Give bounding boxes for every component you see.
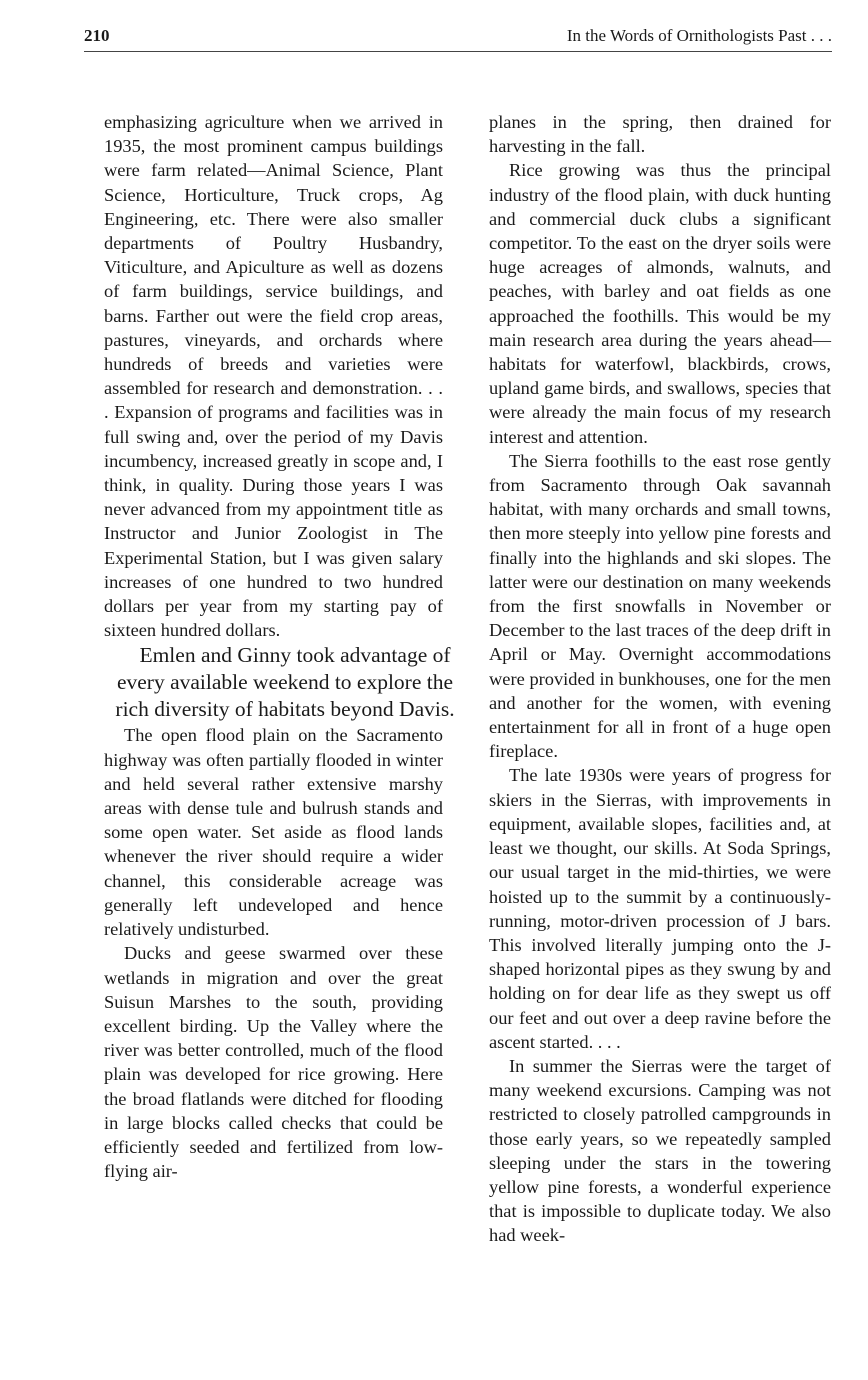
pull-quote: Emlen and Ginny took advantage of every available weekend to explore the rich diversity of habitats beyond Davis. xyxy=(115,643,455,722)
quoted-passage-2 xyxy=(104,723,443,1183)
left-column xyxy=(104,110,455,1183)
left-paragraph-3: Ducks and geese swarmed over these wetlands in migration and over the great Suisun Marshes to the south, providing excellent birding. Up the Valley where the river was better controlled, much of the flood plain was developed for rice growing. Here the broad flatlands were ditched for flooding in large blocks called checks that could be efficiently seeded and fertilized from low-flying air- xyxy=(104,943,443,1182)
right-paragraph-5: In summer the Sierras were the target of many weekend excursions. Camping was not restricted to closely patrolled campgrounds in those early years, so we repeatedly sampled sleeping under the stars in the towering yellow pine forests, a wonderful experience that is impossible to duplicate today. We also had week- xyxy=(489,1055,831,1246)
quoted-passage-1 xyxy=(104,110,443,642)
right-paragraph-2: Rice growing was thus the principal industry of the flood plain, with duck hunting and commercial duck clubs a significant competitor. To the east on the dryer soils were huge acreages of almonds, walnuts, and peaches, with barley and oat fields as one approached the foothills. This would be my main research area during the years ahead—habitats for waterfowl, blackbirds, crows, upland game birds, and swallows, species that were already the main focus of my research interest and attention. xyxy=(489,160,831,447)
right-paragraph-4: The late 1930s were years of progress for skiers in the Sierras, with improvements in equipment, available slopes, facilities and, at least we thought, our skills. At Soda Springs, our usual target in the mid-thirties, we were hoisted up to the summit by a continuously-running, motor-driven procession of J bars. This involved literally jumping onto the J-shaped horizontal pipes as they swung by and holding on for dear life as they swept us off our feet and out over a deep ravine before the ascent started. . . . xyxy=(489,765,831,1052)
left-paragraph-2: The open flood plain on the Sacramento highway was often partially flooded in winter and held several rather extensive marshy areas with dense tule and bulrush stands and some open water. Set aside as flood lands whenever the river should require a wider channel, this considerable acreage was generally left undeveloped and hence relatively undisturbed. xyxy=(104,725,443,940)
running-title: In the Words of Ornithologists Past . . . xyxy=(566,26,832,45)
right-column xyxy=(489,110,831,1248)
left-paragraph-1: emphasizing agriculture when we arrived in 1935, the most prominent campus buildings were farm related—Animal Science, Plant Science, Horticulture, Truck crops, Ag Engineering, etc. There were also smaller departments of Poultry Husbandry, Viticulture, and Apiculture as well as dozens of farm buildings, service buildings, and barns. Farther out were the field crop areas, pastures, vineyards, and orchards where hundreds of breeds and varieties were assembled for research and demonstration. . . . Expansion of programs and facilities was in full swing and, over the period of my Davis incumbency, increased greatly in scope and, I think, in quality. During those years I was never advanced from my appointment title as Instructor and Junior Zoologist in The Experimental Station, but I was given salary increases of one hundred to two hundred dollars per year from my starting pay of sixteen hundred dollars. xyxy=(104,112,443,641)
right-paragraph-1: planes in the spring, then drained for harvesting in the fall. xyxy=(489,112,831,157)
page-number: 210 xyxy=(84,26,110,45)
right-paragraph-3: The Sierra foothills to the east rose gently from Sacramento through Oak savannah habitat, with many orchards and small towns, then more steeply into yellow pine forests and finally into the highlands and ski slopes. The latter were our destination on many weekends from the first snowfalls in November or December to the last traces of the deep drift in April or May. Overnight accommodations were provided in bunkhouses, one for the men and another for the women, with evening entertainment for all in front of a huge open fireplace. xyxy=(489,450,831,762)
header-rule xyxy=(84,51,832,52)
page-header xyxy=(84,26,832,52)
